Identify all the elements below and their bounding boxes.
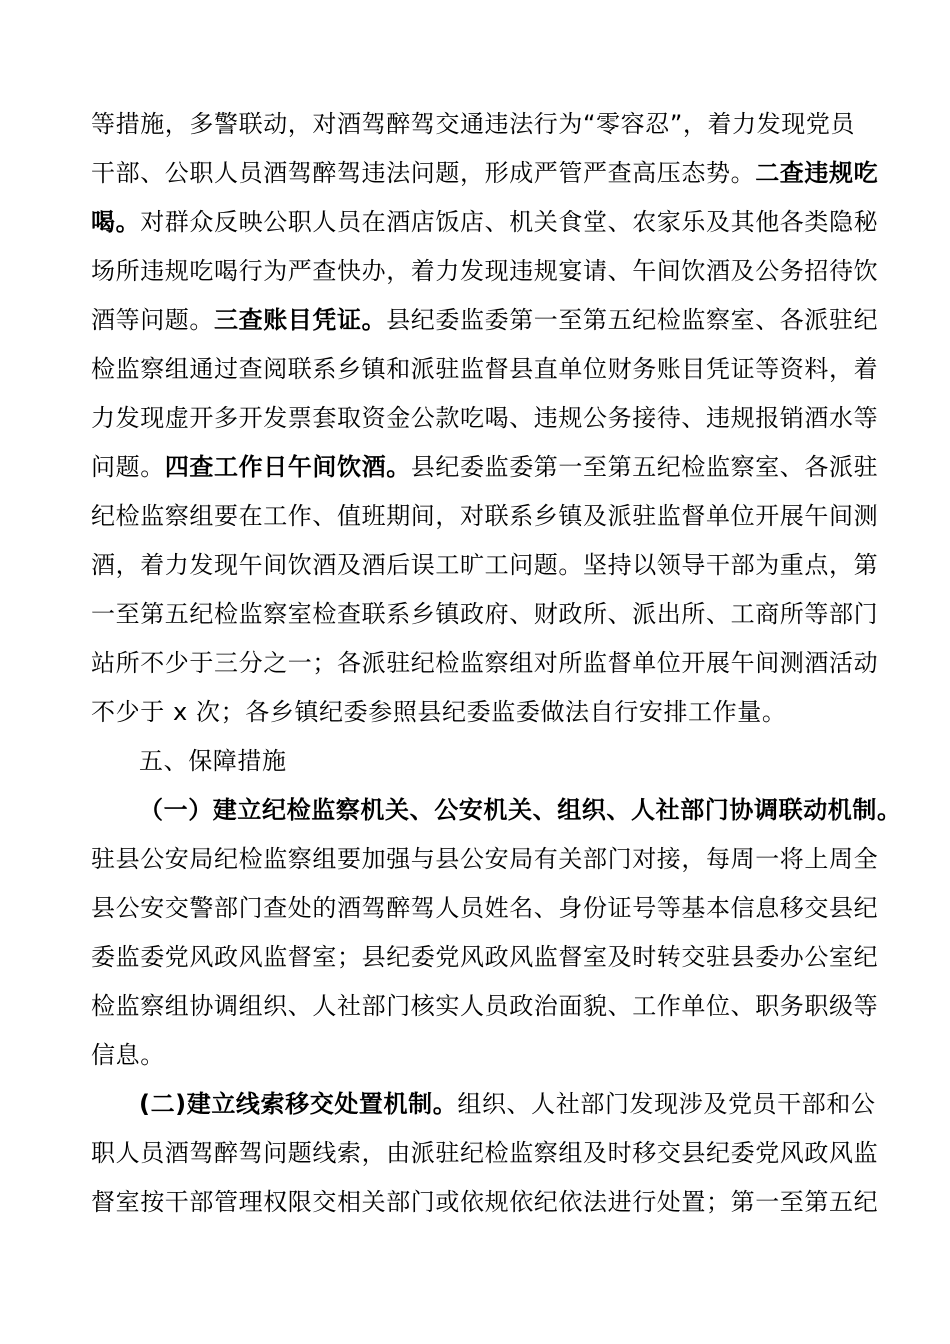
bold-heading-run: 二查违规吃 <box>755 159 879 187</box>
text-run: 干部、公职人员酒驾醉驾违法问题，形成严管严查高压态势。 <box>91 159 756 187</box>
text-run: 纪检监察组要在工作、值班期间，对联系乡镇及派驻监督单位开展午间测 <box>91 502 879 530</box>
text-run: 对群众反映公职人员在酒店饭店、机关食堂、农家乐及其他各类隐秘 <box>140 208 879 236</box>
text-line <box>91 893 878 923</box>
subsection-heading <box>139 795 902 825</box>
text-line <box>91 158 878 188</box>
text-run: 检监察组通过查阅联系乡镇和派驻监督县直单位财务账目凭证等资料，着 <box>91 355 879 383</box>
text-line <box>91 697 786 727</box>
text-line <box>91 354 878 384</box>
text-run: 等措施，多警联动，对酒驾醉驾交通违法行为“零容忍”，着力发现党员 <box>91 110 856 138</box>
text-run: 县纪委监委第一至第五纪检监察室、各派驻 <box>410 453 879 481</box>
text-line <box>139 1089 876 1119</box>
text-line <box>91 452 878 482</box>
text-run: 场所违规吃喝行为严查快办，着力发现违规宴请、午间饮酒及公务招待饮 <box>91 257 879 285</box>
text-line <box>91 991 878 1021</box>
text-run: 五、保障措施 <box>139 747 287 775</box>
text-run: 不少于 x 次；各乡镇纪委参照县纪委监委做法自行安排工作量。 <box>91 698 787 726</box>
text-line <box>91 207 878 237</box>
text-run: 督室按干部管理权限交相关部门或依规依纪依法进行处置；第一至第五纪 <box>91 1188 879 1216</box>
bold-heading-run: (二)建立线索移交处置机制。 <box>139 1090 458 1118</box>
text-run: 检监察组协调组织、人社部门核实人员政治面貌、工作单位、职务职级等 <box>91 992 879 1020</box>
text-line <box>91 1187 878 1217</box>
text-run: 委监委党风政风监督室；县纪委党风政风监督室及时转交驻县委办公室纪 <box>91 943 879 971</box>
text-run: 酒，着力发现午间饮酒及酒后误工旷工问题。坚持以领导干部为重点，第 <box>91 551 879 579</box>
text-run: 酒等问题。 <box>91 306 214 334</box>
bold-heading-run: 三查账目凭证。 <box>214 306 387 334</box>
text-line <box>91 942 878 972</box>
text-line <box>91 501 878 531</box>
text-run: 力发现虚开多开发票套取资金公款吃喝、违规公务接待、违规报销酒水等 <box>91 404 879 432</box>
text-line <box>91 256 878 286</box>
text-line <box>91 305 878 335</box>
text-line <box>91 599 878 629</box>
text-run: 职人员酒驾醉驾问题线索，由派驻纪检监察组及时移交县纪委党风政风监 <box>91 1139 879 1167</box>
section-heading <box>139 746 287 776</box>
text-run: 一至第五纪检监察室检查联系乡镇政府、财政所、派出所、工商所等部门 <box>91 600 879 628</box>
text-run: 组织、人社部门发现涉及党员干部和公 <box>457 1090 876 1118</box>
bold-heading-run: 喝。 <box>91 208 141 236</box>
text-run: 驻县公安局纪检监察组要加强与县公安局有关部门对接，每周一将上周全 <box>91 845 879 873</box>
text-line <box>91 1138 878 1168</box>
text-line <box>91 550 878 580</box>
bold-heading-run: （一）建立纪检监察机关、公安机关、组织、人社部门协调联动机制。 <box>139 796 902 824</box>
text-line <box>91 403 878 433</box>
text-run: 站所不少于三分之一；各派驻纪检监察组对所监督单位开展午间测酒活动 <box>91 649 879 677</box>
text-run: 问题。 <box>91 453 165 481</box>
text-run: 信息。 <box>91 1041 165 1069</box>
text-line <box>91 844 878 874</box>
text-line <box>91 109 855 139</box>
bold-heading-run: 四查工作日午间饮酒。 <box>164 453 411 481</box>
text-run: 县纪委监委第一至第五纪检监察室、各派驻纪 <box>386 306 879 334</box>
text-line <box>91 648 878 678</box>
text-line <box>91 1040 165 1070</box>
text-run: 县公安交警部门查处的酒驾醉驾人员姓名、身份证号等基本信息移交县纪 <box>91 894 879 922</box>
